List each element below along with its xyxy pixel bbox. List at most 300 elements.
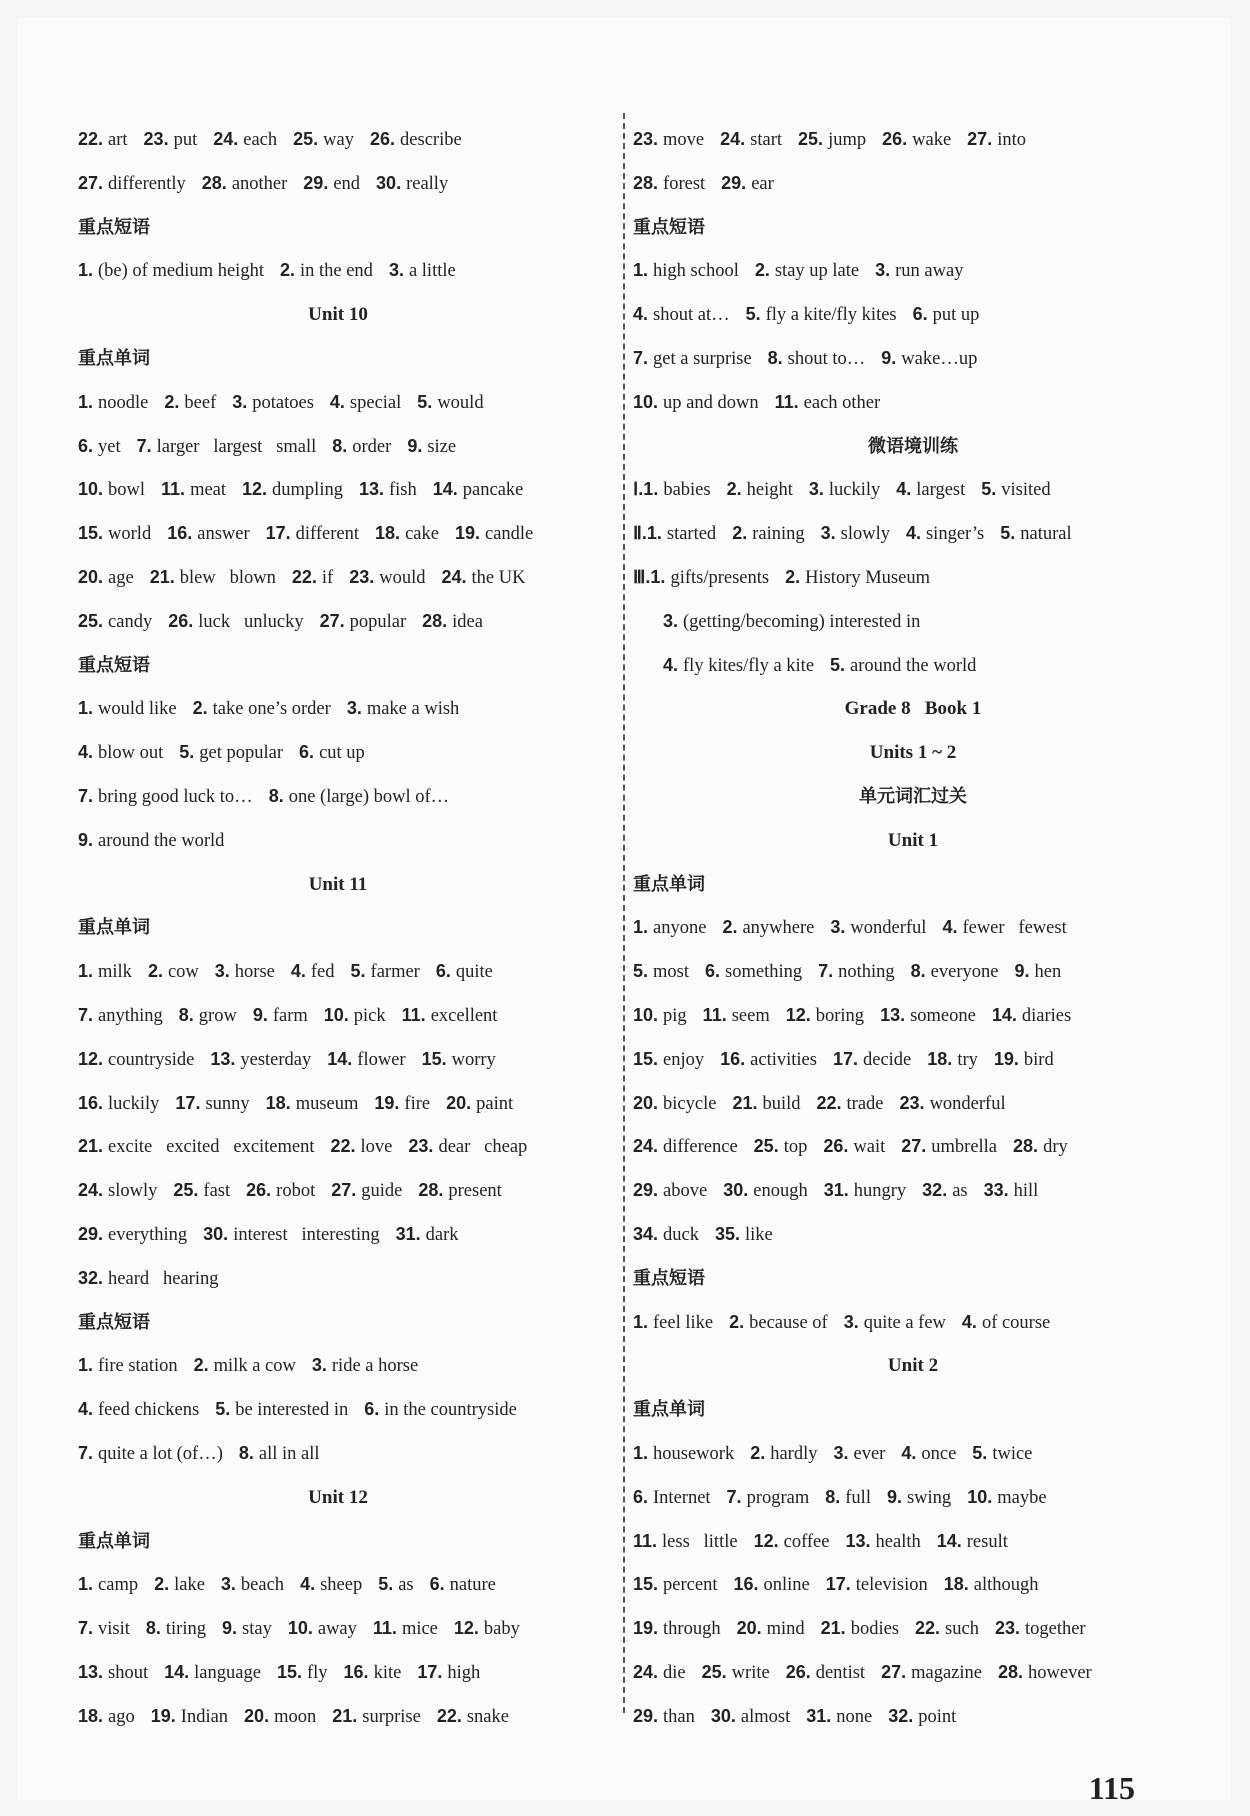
item-text: hungry	[853, 1181, 907, 1202]
answer-item	[266, 524, 359, 544]
item-number: 5.	[215, 1399, 236, 1420]
item-number: 9.	[886, 1486, 907, 1507]
item-number: 1.	[78, 260, 99, 281]
item-number: 2.	[722, 917, 743, 938]
answer-line	[78, 1038, 598, 1082]
item-text: bowl	[108, 480, 146, 501]
answer-item	[78, 1575, 138, 1595]
item-number: 29.	[633, 1705, 664, 1726]
item-text: excite excited excitement	[108, 1137, 315, 1158]
item-number: 4.	[961, 1311, 982, 1332]
item-number: 8.	[178, 1004, 199, 1025]
right-column	[633, 118, 1193, 1738]
answer-item	[173, 1181, 230, 1201]
item-text: anything	[98, 1005, 163, 1026]
item-text: online	[763, 1575, 810, 1596]
answer-item	[418, 1181, 501, 1201]
answer-line	[78, 687, 598, 731]
answer-item	[151, 1707, 228, 1727]
answer-item	[408, 1137, 527, 1157]
answer-item	[703, 1006, 770, 1026]
item-text: moon	[274, 1706, 317, 1727]
answer-item	[967, 1488, 1046, 1508]
item-text: tiring	[165, 1619, 206, 1640]
item-number: 14.	[936, 1530, 967, 1551]
answer-item	[253, 1006, 308, 1026]
answer-line	[633, 556, 1193, 600]
item-text: maybe	[997, 1487, 1047, 1508]
answer-item	[222, 1619, 272, 1639]
item-number: Ⅱ.1.	[633, 523, 667, 544]
answer-item	[148, 962, 199, 982]
item-number: 16.	[720, 1048, 751, 1069]
answer-item	[633, 1575, 717, 1595]
item-text: trade	[846, 1093, 884, 1114]
unit-heading: Unit 2	[887, 1355, 939, 1377]
item-number: 4.	[901, 1442, 922, 1463]
answer-item	[364, 1400, 517, 1420]
item-number: 2.	[750, 1442, 771, 1463]
item-text: fly	[306, 1662, 328, 1683]
answer-item	[417, 1663, 480, 1683]
item-text: world	[108, 524, 152, 545]
answer-item	[331, 1181, 402, 1201]
answer-item	[633, 1488, 711, 1508]
answer-line	[78, 118, 598, 162]
item-text: difference	[663, 1137, 738, 1158]
answer-item	[347, 699, 460, 719]
answer-item	[167, 524, 249, 544]
item-text: full	[845, 1487, 871, 1508]
answer-item	[78, 699, 177, 719]
item-text: as	[952, 1181, 968, 1202]
item-text: baby	[483, 1619, 520, 1640]
section-label: 重点单词	[78, 1530, 150, 1552]
item-number: 30.	[723, 1180, 754, 1201]
item-number: 25.	[701, 1661, 732, 1682]
item-text: quite a few	[863, 1312, 946, 1333]
item-number: 17.	[832, 1048, 863, 1069]
item-text: excellent	[430, 1005, 498, 1026]
item-text: Indian	[180, 1706, 229, 1727]
item-text: would	[379, 567, 426, 588]
item-number: 3.	[388, 260, 409, 281]
item-number: 2.	[732, 523, 753, 544]
item-text: dumpling	[272, 480, 343, 501]
answer-item	[722, 918, 814, 938]
item-number: 5.	[350, 961, 371, 982]
item-number: Ⅰ.1.	[633, 479, 664, 500]
item-number: 12.	[785, 1004, 816, 1025]
item-number: 6.	[633, 1486, 654, 1507]
item-number: 7.	[78, 1004, 99, 1025]
item-text: order	[352, 436, 392, 457]
item-text: because of	[749, 1312, 828, 1333]
item-number: 17.	[417, 1661, 448, 1682]
item-text: describe	[400, 130, 462, 150]
answer-item	[944, 1575, 1039, 1595]
item-number: 12.	[753, 1530, 784, 1551]
item-number: 2.	[154, 1574, 175, 1595]
answer-item	[875, 261, 963, 281]
answer-item	[246, 1181, 315, 1201]
item-number: 21.	[149, 566, 180, 587]
item-text: die	[663, 1662, 686, 1683]
item-text: present	[448, 1181, 502, 1202]
answer-item	[729, 1313, 828, 1333]
item-text: heard hearing	[108, 1268, 219, 1289]
item-text: wake…up	[901, 348, 978, 369]
item-number: 4.	[290, 961, 311, 982]
item-text: gifts/presents	[670, 567, 770, 588]
answer-item	[824, 1181, 906, 1201]
item-text: worry	[451, 1049, 496, 1070]
item-number: 22.	[816, 1092, 847, 1113]
item-text: blow out	[98, 743, 164, 764]
item-number: 8.	[238, 1442, 259, 1463]
answer-item	[374, 1094, 430, 1114]
item-text: such	[945, 1619, 979, 1640]
page-number: 115	[1088, 1770, 1135, 1806]
item-number: 30.	[203, 1223, 234, 1244]
item-text: countryside	[108, 1049, 195, 1070]
answer-item	[633, 480, 711, 500]
item-number: 28.	[201, 172, 232, 193]
item-number: 26.	[168, 610, 199, 631]
item-number: 4.	[663, 654, 684, 675]
answer-item	[376, 174, 448, 194]
item-number: 32.	[922, 1180, 953, 1201]
answer-item	[830, 656, 976, 676]
item-text: milk	[98, 962, 132, 983]
item-number: 2.	[192, 698, 213, 719]
item-number: 22.	[291, 566, 322, 587]
item-text: get popular	[199, 743, 284, 764]
answer-item	[161, 480, 226, 500]
answer-line	[633, 381, 1193, 425]
answer-line	[78, 425, 598, 469]
item-text: bodies	[850, 1619, 899, 1640]
answer-item	[633, 393, 759, 413]
item-number: 8.	[825, 1486, 846, 1507]
answer-item	[78, 1444, 223, 1464]
answer-line	[633, 162, 1193, 206]
item-text: dark	[425, 1224, 459, 1245]
section-label: 重点单词	[78, 347, 150, 369]
answer-item	[446, 1094, 513, 1114]
item-number: 4.	[896, 479, 917, 500]
answer-item	[351, 962, 420, 982]
answer-item	[78, 261, 264, 281]
answer-item	[995, 1619, 1086, 1639]
item-text: differently	[108, 173, 186, 194]
item-text: pick	[353, 1005, 386, 1026]
item-text: housework	[653, 1443, 735, 1464]
item-number: 17.	[825, 1574, 856, 1595]
answer-item	[633, 918, 706, 938]
item-number: 31.	[806, 1705, 837, 1726]
item-number: 8.	[268, 785, 289, 806]
answer-line	[633, 906, 1193, 950]
answer-item	[633, 130, 704, 150]
answer-item	[881, 349, 977, 369]
answer-item	[389, 261, 456, 281]
item-text: into	[997, 130, 1026, 150]
answer-item	[299, 743, 365, 763]
item-text: ride a horse	[331, 1356, 419, 1377]
item-number: 24.	[441, 566, 472, 587]
item-number: 3.	[311, 1355, 332, 1376]
item-text: (getting/becoming) interested in	[683, 611, 921, 632]
item-text: surprise	[362, 1706, 421, 1727]
answer-item	[785, 568, 930, 588]
item-number: 29.	[721, 172, 752, 193]
item-number: 15.	[421, 1048, 452, 1069]
answer-item	[798, 130, 866, 150]
answer-item	[633, 962, 689, 982]
answer-item	[430, 1575, 496, 1595]
answer-line	[633, 118, 1193, 162]
item-text: anywhere	[742, 918, 815, 939]
item-number: 7.	[78, 785, 99, 806]
item-text: top	[783, 1137, 808, 1158]
item-number: 1.	[78, 1574, 99, 1595]
item-number: 32.	[78, 1267, 109, 1288]
item-text: milk a cow	[213, 1356, 296, 1377]
item-text: quite a lot (of…)	[98, 1443, 223, 1464]
item-text: away	[317, 1619, 357, 1640]
item-text: almost	[740, 1706, 791, 1727]
item-text: wait	[853, 1137, 886, 1158]
item-text: hen	[1034, 962, 1062, 983]
item-number: 14.	[164, 1661, 195, 1682]
item-number: 6.	[429, 1574, 450, 1595]
item-text: sheep	[320, 1575, 363, 1596]
item-text: fly kites/fly a kite	[683, 655, 815, 676]
item-number: 3.	[214, 961, 235, 982]
item-number: 7.	[633, 347, 654, 368]
answer-item	[78, 1619, 130, 1639]
item-text: Internet	[653, 1487, 711, 1508]
item-text: shout	[108, 1662, 149, 1683]
section-label: 重点短语	[78, 654, 150, 676]
item-number: 19.	[454, 523, 485, 544]
item-text: sunny	[205, 1093, 250, 1114]
item-number: 22.	[915, 1618, 946, 1639]
item-text: around the world	[98, 830, 225, 851]
item-text: put up	[932, 305, 980, 326]
item-text: although	[973, 1575, 1039, 1596]
answer-line	[78, 249, 598, 293]
item-text: bicycle	[663, 1093, 717, 1114]
item-number: 10.	[78, 479, 109, 500]
item-text: percent	[663, 1575, 718, 1596]
item-number: 10.	[287, 1618, 318, 1639]
answer-line	[78, 1169, 598, 1213]
item-text: seem	[731, 1005, 770, 1026]
answer-line	[633, 337, 1193, 381]
section-label: 重点短语	[78, 216, 150, 238]
item-text: build	[762, 1093, 801, 1114]
answer-item	[78, 568, 134, 588]
answer-item	[137, 437, 317, 457]
item-number: 4.	[300, 1574, 321, 1595]
item-text: anyone	[653, 918, 707, 939]
answer-line	[633, 1607, 1193, 1651]
answer-item	[994, 1050, 1054, 1070]
item-text: take one’s order	[212, 699, 331, 720]
unit-heading: Unit 11	[308, 873, 368, 895]
item-number: 29.	[303, 172, 334, 193]
item-text: cut up	[319, 743, 365, 764]
item-text: dry	[1043, 1137, 1068, 1158]
item-number: 21.	[820, 1618, 851, 1639]
item-text: most	[653, 962, 689, 983]
item-number: 34.	[633, 1223, 664, 1244]
item-text: enough	[753, 1181, 808, 1202]
answer-item	[732, 1094, 800, 1114]
item-number: 3.	[232, 391, 253, 412]
item-text: ear	[751, 173, 774, 194]
item-text: feed chickens	[98, 1400, 200, 1421]
item-number: 35.	[715, 1223, 746, 1244]
item-number: 28.	[633, 172, 664, 193]
item-text: a little	[408, 261, 456, 282]
item-number: 19.	[993, 1048, 1024, 1069]
item-number: 1.	[633, 1442, 654, 1463]
answer-item	[806, 1707, 872, 1727]
item-number: 8.	[145, 1618, 166, 1639]
item-number: 18.	[927, 1048, 958, 1069]
item-number: 25.	[78, 610, 109, 631]
item-text: language	[194, 1662, 261, 1683]
answer-line	[78, 512, 598, 556]
answer-item	[78, 1225, 187, 1245]
item-text: paint	[476, 1093, 514, 1114]
answer-item	[755, 261, 859, 281]
answer-item	[78, 1006, 163, 1026]
answer-item	[402, 1006, 498, 1026]
answer-item	[1013, 1137, 1068, 1157]
unit-heading: Unit 10	[308, 304, 368, 326]
item-text: would	[437, 392, 484, 413]
answer-item	[663, 612, 920, 632]
answer-line	[633, 1213, 1193, 1257]
item-number: 31.	[823, 1180, 854, 1201]
answer-item	[396, 1225, 459, 1245]
answer-item	[888, 1707, 956, 1727]
answer-item	[455, 524, 533, 544]
item-number: 12.	[78, 1048, 109, 1069]
answer-item	[78, 1400, 199, 1420]
answer-item	[78, 524, 151, 544]
answer-item	[633, 1006, 687, 1026]
answer-item	[221, 1575, 284, 1595]
item-number: 1.	[633, 1311, 654, 1332]
item-number: 9.	[222, 1618, 243, 1639]
answer-item	[437, 1707, 509, 1727]
answer-item	[882, 130, 951, 150]
item-text: each	[243, 130, 278, 150]
item-number: 18.	[943, 1574, 974, 1595]
answer-item	[911, 962, 999, 982]
unit-heading: Unit 1	[887, 829, 939, 851]
answer-item	[663, 656, 814, 676]
item-number: 4.	[905, 523, 926, 544]
answer-line	[78, 1563, 598, 1607]
item-text: height	[746, 480, 793, 501]
answer-item	[280, 261, 373, 281]
item-number: 12.	[242, 479, 273, 500]
item-number: 23.	[633, 129, 664, 149]
answer-item	[633, 261, 739, 281]
answer-line	[633, 468, 1193, 512]
answer-item	[332, 1707, 421, 1727]
item-number: 22.	[78, 129, 109, 149]
item-number: 7.	[726, 1486, 747, 1507]
item-number: 27.	[967, 129, 998, 149]
item-number: 3.	[843, 1311, 864, 1332]
answer-line	[78, 1257, 598, 1301]
item-text: started	[666, 524, 717, 545]
answer-line	[78, 1082, 598, 1126]
item-number: 26.	[882, 129, 913, 149]
answer-item	[277, 1663, 328, 1683]
answer-item	[78, 130, 128, 150]
item-number: 25.	[753, 1136, 784, 1157]
answer-line	[78, 468, 598, 512]
item-number: 6.	[364, 1399, 385, 1420]
item-text: magazine	[911, 1662, 982, 1683]
answer-page	[18, 18, 1230, 1806]
item-number: 5.	[745, 304, 766, 325]
item-text: than	[663, 1706, 695, 1727]
item-number: 16.	[167, 523, 198, 544]
item-text: once	[921, 1443, 957, 1464]
answer-item	[454, 1619, 520, 1639]
item-number: 6.	[435, 961, 456, 982]
answer-item	[78, 1137, 315, 1157]
item-number: 6.	[299, 742, 320, 763]
answer-line	[78, 950, 598, 994]
item-number: 17.	[265, 523, 296, 544]
item-text: duck	[663, 1224, 699, 1245]
item-number: 28.	[422, 610, 453, 631]
item-number: 23.	[408, 1136, 439, 1157]
section-label: 重点短语	[633, 1267, 705, 1289]
item-text: camp	[98, 1575, 139, 1596]
item-number: 10.	[633, 1004, 664, 1025]
answer-item	[927, 1050, 978, 1070]
answer-item	[633, 1663, 686, 1683]
item-number: 1.	[78, 391, 99, 412]
item-number: 4.	[78, 1399, 99, 1420]
item-text: fire station	[98, 1356, 178, 1377]
answer-item	[78, 1050, 194, 1070]
answer-item	[164, 1663, 261, 1683]
item-number: 10.	[967, 1486, 998, 1507]
item-number: Ⅲ.1.	[633, 566, 671, 587]
item-number: 13.	[78, 1661, 109, 1682]
answer-item	[78, 1094, 159, 1114]
item-text: mind	[766, 1619, 805, 1640]
answer-line	[633, 1520, 1193, 1564]
answer-item	[150, 568, 276, 588]
unit-heading: Units 1 ~ 2	[869, 742, 957, 764]
item-text: different	[295, 524, 360, 545]
item-text: someone	[910, 1005, 976, 1026]
item-number: 5.	[972, 1442, 993, 1463]
